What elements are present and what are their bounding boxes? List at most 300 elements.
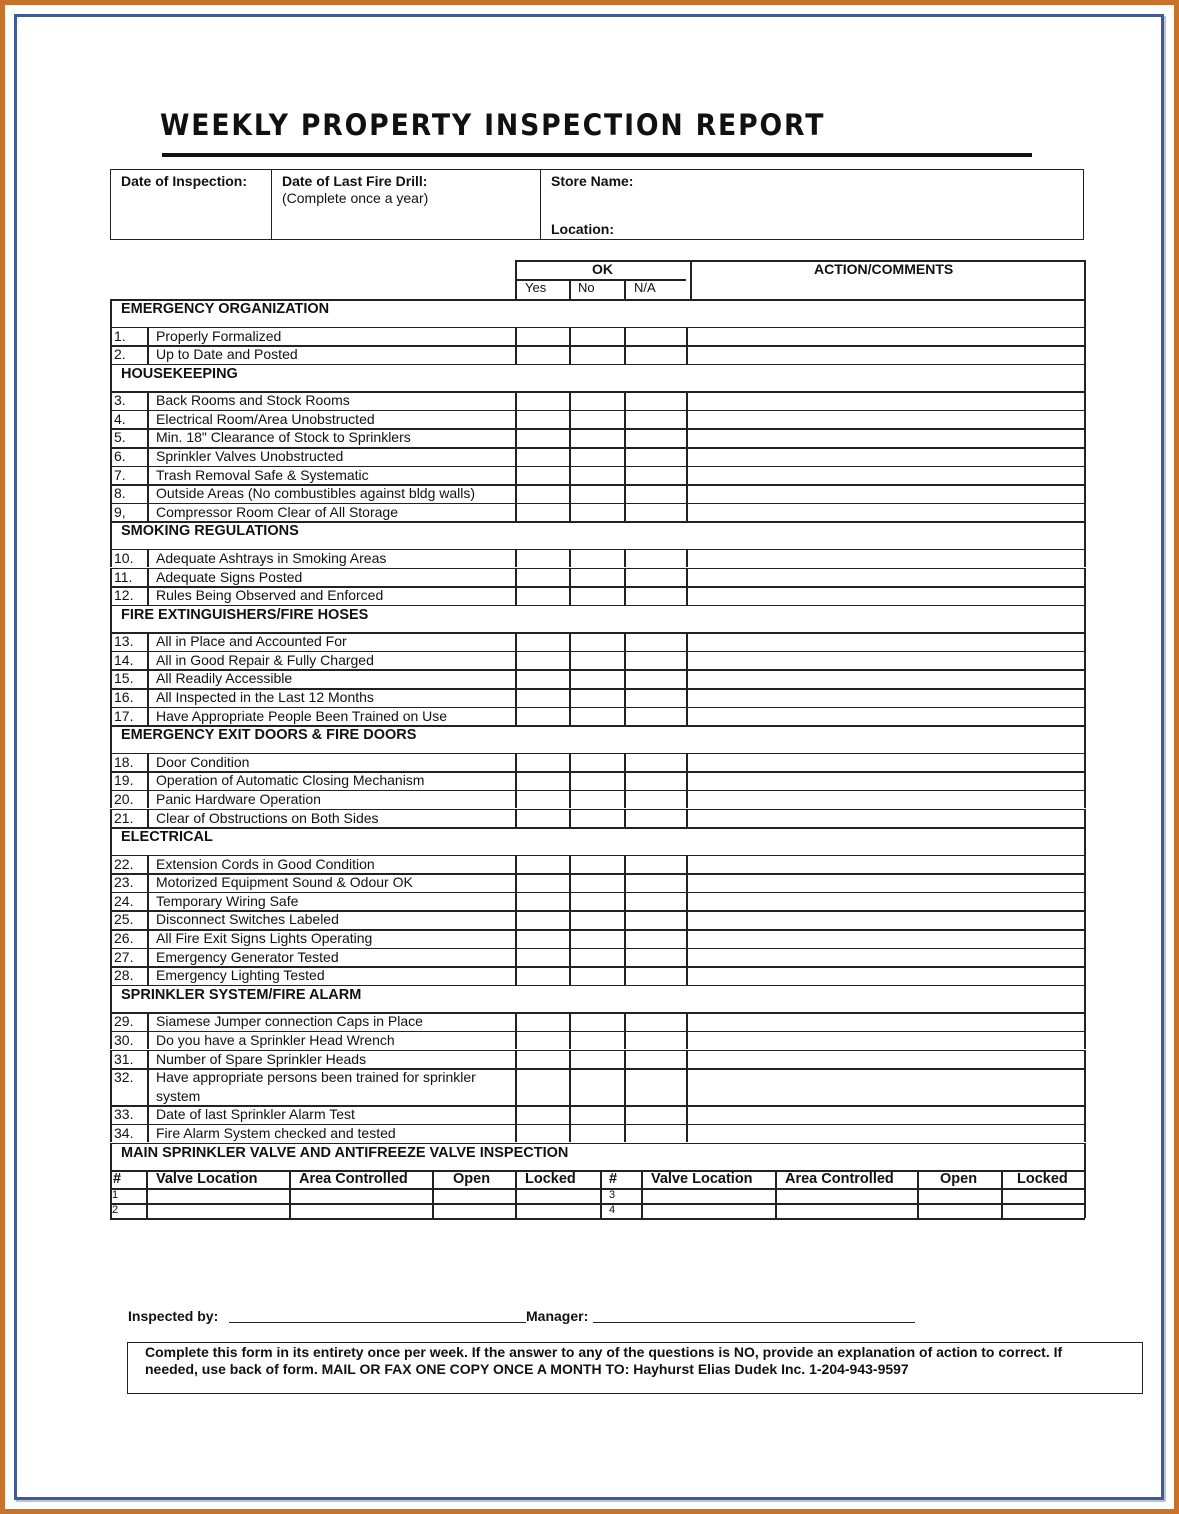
item-number: 26. — [114, 930, 134, 946]
na-checkbox-cell[interactable] — [626, 549, 685, 568]
no-checkbox-cell[interactable] — [571, 1031, 623, 1050]
action-comments-cell[interactable] — [688, 855, 1083, 874]
rule — [1084, 651, 1086, 670]
instructions-line-1: Complete this form in its entirety once per week. If the answer to any of the questions is NO, provide an explanation of action to correct. If — [145, 1344, 1063, 1360]
yes-checkbox-cell[interactable] — [517, 549, 568, 568]
rule — [110, 669, 112, 688]
action-comments-cell[interactable] — [688, 707, 1083, 726]
rule — [1084, 1203, 1086, 1218]
na-checkbox-cell[interactable] — [626, 688, 685, 707]
na-checkbox-cell[interactable] — [626, 345, 685, 364]
valve-table-header: Open — [453, 1171, 491, 1187]
action-comments-cell[interactable] — [688, 345, 1083, 364]
item-number: 18. — [114, 753, 134, 770]
yes-checkbox-cell[interactable] — [517, 929, 568, 948]
rule — [432, 1170, 434, 1188]
checklist-item: Clear of Obstructions on Both Sides — [156, 809, 379, 826]
checklist-item: Adequate Signs Posted — [156, 568, 303, 585]
checklist-item: Sprinkler Valves Unobstructed — [156, 448, 344, 464]
na-checkbox-cell[interactable] — [626, 809, 685, 828]
rule — [110, 521, 112, 549]
rule — [1001, 1170, 1003, 1188]
no-checkbox-cell[interactable] — [571, 549, 623, 568]
yes-checkbox-cell[interactable] — [517, 391, 568, 410]
valve-table-header: Area Controlled — [299, 1171, 408, 1187]
valve-entry-cell[interactable] — [1003, 1203, 1083, 1218]
action-comments-cell[interactable] — [688, 549, 1083, 568]
item-number: 3. — [114, 392, 126, 409]
valve-entry-cell[interactable] — [148, 1203, 288, 1218]
yes-checkbox-cell[interactable] — [517, 1105, 568, 1124]
report-title: WEEKLY PROPERTY INSPECTION REPORT — [160, 108, 826, 142]
item-number: 27. — [114, 948, 134, 965]
action-comments-cell[interactable] — [688, 669, 1083, 688]
no-checkbox-cell[interactable] — [571, 1105, 623, 1124]
no-checkbox-cell[interactable] — [571, 1124, 623, 1143]
na-checkbox-cell[interactable] — [626, 391, 685, 410]
action-comments-cell[interactable] — [688, 568, 1083, 587]
na-checkbox-cell[interactable] — [626, 632, 685, 651]
yes-checkbox-cell[interactable] — [517, 669, 568, 688]
valve-entry-cell[interactable] — [919, 1188, 1000, 1203]
yes-checkbox-cell[interactable] — [517, 1050, 568, 1069]
rule — [146, 1170, 148, 1188]
action-comments-cell[interactable] — [688, 771, 1083, 790]
checklist-item: Have appropriate persons been trained for sprinkler — [156, 1069, 476, 1086]
no-checkbox-cell[interactable] — [571, 1068, 623, 1105]
na-checkbox-cell[interactable] — [626, 568, 685, 587]
na-checkbox-cell[interactable] — [626, 1105, 685, 1124]
na-checkbox-cell[interactable] — [626, 707, 685, 726]
yes-checkbox-cell[interactable] — [517, 345, 568, 364]
yes-checkbox-cell[interactable] — [517, 1031, 568, 1050]
rule — [147, 771, 149, 790]
na-checkbox-cell[interactable] — [626, 910, 685, 929]
na-checkbox-cell[interactable] — [626, 790, 685, 809]
action-comments-cell[interactable] — [688, 688, 1083, 707]
rule — [569, 279, 571, 299]
no-checkbox-cell[interactable] — [571, 790, 623, 809]
section-heading: SMOKING REGULATIONS — [121, 523, 299, 540]
rule — [1084, 1050, 1086, 1069]
rule — [1084, 809, 1086, 828]
no-checkbox-cell[interactable] — [571, 753, 623, 772]
rule — [147, 466, 149, 485]
na-column-header: N/A — [634, 280, 656, 295]
no-checkbox-cell[interactable] — [571, 410, 623, 429]
yes-checkbox-cell[interactable] — [517, 651, 568, 670]
no-checkbox-cell[interactable] — [571, 855, 623, 874]
valve-row-number: 1 — [112, 1189, 119, 1201]
rule — [1084, 586, 1086, 605]
rule — [1084, 948, 1086, 967]
rule — [1084, 753, 1086, 772]
valve-entry-cell[interactable] — [643, 1203, 774, 1218]
yes-checkbox-cell[interactable] — [517, 484, 568, 503]
rule — [1084, 428, 1086, 447]
valve-table-header: # — [609, 1171, 618, 1187]
action-comments-cell[interactable] — [688, 1124, 1083, 1143]
rule — [1084, 669, 1086, 688]
location-label: Location: — [551, 221, 614, 237]
valve-entry-cell[interactable] — [434, 1203, 514, 1218]
rule — [147, 855, 149, 874]
section-heading: FIRE EXTINGUISHERS/FIRE HOSES — [121, 606, 369, 623]
na-checkbox-cell[interactable] — [626, 327, 685, 346]
manager-label: Manager: — [526, 1308, 589, 1324]
no-checkbox-cell[interactable] — [571, 809, 623, 828]
no-checkbox-cell[interactable] — [571, 327, 623, 346]
rule — [1084, 410, 1086, 429]
item-number: 6. — [114, 448, 126, 464]
valve-entry-cell[interactable] — [291, 1203, 431, 1218]
rule — [110, 568, 112, 587]
rule — [147, 669, 149, 688]
rule — [600, 1188, 602, 1203]
yes-checkbox-cell[interactable] — [517, 503, 568, 522]
no-checkbox-cell[interactable] — [571, 688, 623, 707]
no-checkbox-cell[interactable] — [571, 484, 623, 503]
yes-checkbox-cell[interactable] — [517, 966, 568, 985]
inspected-by-signature-line[interactable] — [229, 1322, 526, 1323]
rule — [1084, 929, 1086, 948]
rule — [110, 929, 112, 948]
yes-checkbox-cell[interactable] — [517, 447, 568, 466]
rule — [110, 966, 112, 985]
rule — [1084, 466, 1086, 485]
valve-table-header: Locked — [525, 1171, 576, 1187]
action-comments-cell[interactable] — [688, 651, 1083, 670]
yes-checkbox-cell[interactable] — [517, 586, 568, 605]
na-checkbox-cell[interactable] — [626, 892, 685, 911]
na-checkbox-cell[interactable] — [626, 948, 685, 967]
rule — [110, 503, 112, 522]
valve-entry-cell[interactable] — [517, 1203, 599, 1218]
na-checkbox-cell[interactable] — [626, 503, 685, 522]
item-number: 14. — [114, 651, 134, 668]
item-number: 4. — [114, 410, 126, 427]
rule — [110, 586, 112, 605]
no-checkbox-cell[interactable] — [571, 1050, 623, 1069]
na-checkbox-cell[interactable] — [626, 873, 685, 892]
action-comments-cell[interactable] — [688, 1012, 1083, 1031]
item-number: 30. — [114, 1031, 134, 1048]
rule — [1084, 345, 1086, 364]
section-heading: SPRINKLER SYSTEM/FIRE ALARM — [121, 986, 362, 1003]
yes-checkbox-cell[interactable] — [517, 466, 568, 485]
action-comments-cell[interactable] — [688, 1068, 1083, 1105]
na-checkbox-cell[interactable] — [626, 410, 685, 429]
na-checkbox-cell[interactable] — [626, 586, 685, 605]
action-comments-cell[interactable] — [688, 929, 1083, 948]
item-number: 34. — [114, 1124, 134, 1141]
no-checkbox-cell[interactable] — [571, 873, 623, 892]
no-checkbox-cell[interactable] — [571, 1012, 623, 1031]
rule — [147, 632, 149, 651]
yes-checkbox-cell[interactable] — [517, 753, 568, 772]
valve-entry-cell[interactable] — [643, 1188, 774, 1203]
rule — [110, 605, 112, 633]
rule — [110, 1105, 112, 1124]
rule — [110, 790, 112, 809]
yes-checkbox-cell[interactable] — [517, 707, 568, 726]
rule — [1084, 447, 1086, 466]
no-checkbox-cell[interactable] — [571, 892, 623, 911]
item-number: 13. — [114, 633, 134, 650]
no-checkbox-cell[interactable] — [571, 391, 623, 410]
rule — [1084, 503, 1086, 522]
rule — [147, 873, 149, 892]
no-checkbox-cell[interactable] — [571, 447, 623, 466]
yes-checkbox-cell[interactable] — [517, 771, 568, 790]
checklist-item: All in Place and Accounted For — [156, 633, 347, 650]
action-comments-cell[interactable] — [688, 428, 1083, 447]
item-number: 17. — [114, 707, 134, 724]
item-number: 21. — [114, 809, 134, 826]
item-number: 16. — [114, 689, 134, 705]
rule — [147, 753, 149, 772]
no-checkbox-cell[interactable] — [571, 771, 623, 790]
rule — [110, 632, 112, 651]
rule — [147, 503, 149, 522]
yes-checkbox-cell[interactable] — [517, 910, 568, 929]
yes-checkbox-cell[interactable] — [517, 632, 568, 651]
yes-checkbox-cell[interactable] — [517, 568, 568, 587]
rule — [147, 428, 149, 447]
rule — [110, 1143, 112, 1171]
no-checkbox-cell[interactable] — [571, 910, 623, 929]
action-comments-cell[interactable] — [688, 910, 1083, 929]
action-comments-cell[interactable] — [688, 790, 1083, 809]
valve-entry-cell[interactable] — [148, 1188, 288, 1203]
na-checkbox-cell[interactable] — [626, 966, 685, 985]
rule — [1084, 568, 1086, 587]
rule — [147, 484, 149, 503]
no-checkbox-cell[interactable] — [571, 632, 623, 651]
manager-signature-line[interactable] — [593, 1322, 915, 1323]
valve-row-number: 4 — [609, 1204, 616, 1216]
rule — [289, 1170, 291, 1188]
yes-checkbox-cell[interactable] — [517, 855, 568, 874]
item-number: 32. — [114, 1069, 134, 1086]
action-comments-cell[interactable] — [688, 966, 1083, 985]
action-comments-cell[interactable] — [688, 484, 1083, 503]
action-comments-cell[interactable] — [688, 753, 1083, 772]
action-comments-cell[interactable] — [688, 1050, 1083, 1069]
no-checkbox-cell[interactable] — [571, 966, 623, 985]
no-checkbox-cell[interactable] — [571, 948, 623, 967]
na-checkbox-cell[interactable] — [626, 651, 685, 670]
rule — [515, 260, 517, 299]
valve-table-header: Valve Location — [156, 1171, 258, 1187]
rule — [641, 1170, 643, 1188]
action-comments-cell[interactable] — [688, 1105, 1083, 1124]
na-checkbox-cell[interactable] — [626, 771, 685, 790]
section-heading: HOUSEKEEPING — [121, 365, 238, 382]
rule — [147, 1105, 149, 1124]
checklist-item: All Fire Exit Signs Lights Operating — [156, 930, 373, 946]
date-last-fire-drill-label: Date of Last Fire Drill: — [282, 173, 428, 189]
na-checkbox-cell[interactable] — [626, 1050, 685, 1069]
checklist-item: All Inspected in the Last 12 Months — [156, 689, 374, 705]
rule — [147, 1050, 149, 1069]
yes-column-header: Yes — [525, 280, 547, 295]
inspected-by-label: Inspected by: — [128, 1308, 219, 1324]
rule — [110, 855, 112, 874]
na-checkbox-cell[interactable] — [626, 753, 685, 772]
action-comments-cell[interactable] — [688, 1031, 1083, 1050]
yes-checkbox-cell[interactable] — [517, 892, 568, 911]
yes-checkbox-cell[interactable] — [517, 688, 568, 707]
rule — [110, 910, 112, 929]
na-checkbox-cell[interactable] — [626, 1124, 685, 1143]
rule — [147, 651, 149, 670]
valve-entry-cell[interactable] — [434, 1188, 514, 1203]
yes-checkbox-cell[interactable] — [517, 790, 568, 809]
rule — [1084, 1124, 1086, 1143]
checklist-item: Number of Spare Sprinkler Heads — [156, 1050, 367, 1067]
no-checkbox-cell[interactable] — [571, 669, 623, 688]
rule — [1084, 1031, 1086, 1050]
no-checkbox-cell[interactable] — [571, 929, 623, 948]
rule — [1084, 688, 1086, 707]
action-comments-cell[interactable] — [688, 410, 1083, 429]
action-comments-cell[interactable] — [688, 586, 1083, 605]
action-comments-cell[interactable] — [688, 503, 1083, 522]
no-checkbox-cell[interactable] — [571, 568, 623, 587]
item-number: 8. — [114, 485, 126, 502]
rule — [147, 707, 149, 726]
valve-entry-cell[interactable] — [517, 1188, 599, 1203]
action-comments-cell[interactable] — [688, 948, 1083, 967]
no-checkbox-cell[interactable] — [571, 503, 623, 522]
checklist-item: Compressor Room Clear of All Storage — [156, 503, 398, 520]
item-number: 20. — [114, 790, 134, 807]
na-checkbox-cell[interactable] — [626, 466, 685, 485]
yes-checkbox-cell[interactable] — [517, 428, 568, 447]
section-heading: EMERGENCY ORGANIZATION — [121, 301, 330, 317]
rule — [110, 447, 112, 466]
na-checkbox-cell[interactable] — [626, 1012, 685, 1031]
no-checkbox-cell[interactable] — [571, 586, 623, 605]
rule — [110, 1012, 112, 1031]
rule — [1084, 1188, 1086, 1203]
no-checkbox-cell[interactable] — [571, 428, 623, 447]
na-checkbox-cell[interactable] — [626, 447, 685, 466]
no-checkbox-cell[interactable] — [571, 651, 623, 670]
yes-checkbox-cell[interactable] — [517, 410, 568, 429]
rule — [147, 1124, 149, 1143]
instructions-box — [127, 1342, 1143, 1394]
rule — [1084, 1143, 1086, 1171]
valve-entry-cell[interactable] — [777, 1188, 916, 1203]
checklist-item: Adequate Ashtrays in Smoking Areas — [156, 549, 387, 566]
rule — [147, 1012, 149, 1031]
action-comments-cell[interactable] — [688, 327, 1083, 346]
na-checkbox-cell[interactable] — [626, 929, 685, 948]
rule — [600, 1203, 602, 1218]
rule — [147, 688, 149, 707]
ok-column-header: OK — [592, 261, 613, 277]
rule — [1084, 391, 1086, 410]
no-checkbox-cell[interactable] — [571, 345, 623, 364]
yes-checkbox-cell[interactable] — [517, 1012, 568, 1031]
rule — [917, 1170, 919, 1188]
rule — [147, 327, 149, 346]
rule — [110, 1170, 112, 1188]
action-comments-cell[interactable] — [688, 391, 1083, 410]
valve-entry-cell[interactable] — [1003, 1188, 1083, 1203]
instructions-line-2: needed, use back of form. MAIL OR FAX ONE COPY ONCE A MONTH TO: Hayhurst Elias Dudek Inc. 1-204-943-9597 — [145, 1361, 909, 1377]
na-checkbox-cell[interactable] — [626, 484, 685, 503]
item-number: 7. — [114, 466, 126, 483]
valve-row-number: 3 — [609, 1189, 616, 1201]
action-comments-cell[interactable] — [688, 466, 1083, 485]
action-comments-header: ACTION/COMMENTS — [814, 261, 954, 277]
yes-checkbox-cell[interactable] — [517, 873, 568, 892]
yes-checkbox-cell[interactable] — [517, 327, 568, 346]
valve-entry-cell[interactable] — [919, 1203, 1000, 1218]
item-number: 2. — [114, 346, 126, 363]
checklist-item: Date of last Sprinkler Alarm Test — [156, 1106, 355, 1123]
action-comments-cell[interactable] — [688, 873, 1083, 892]
rule — [110, 327, 112, 346]
rule — [110, 391, 112, 410]
yes-checkbox-cell[interactable] — [517, 809, 568, 828]
rule — [775, 1170, 777, 1188]
rule — [1084, 1105, 1086, 1124]
no-checkbox-cell[interactable] — [571, 707, 623, 726]
na-checkbox-cell[interactable] — [626, 428, 685, 447]
rule — [1084, 985, 1086, 1013]
rule — [147, 1031, 149, 1050]
action-comments-cell[interactable] — [688, 809, 1083, 828]
na-checkbox-cell[interactable] — [626, 1031, 685, 1050]
rule — [147, 447, 149, 466]
yes-checkbox-cell[interactable] — [517, 1124, 568, 1143]
checklist-item: Operation of Automatic Closing Mechanism — [156, 772, 425, 789]
rule — [110, 753, 112, 772]
na-checkbox-cell[interactable] — [626, 1068, 685, 1105]
action-comments-cell[interactable] — [688, 447, 1083, 466]
action-comments-cell[interactable] — [688, 892, 1083, 911]
rule — [147, 910, 149, 929]
valve-entry-cell[interactable] — [291, 1188, 431, 1203]
valve-entry-cell[interactable] — [777, 1203, 916, 1218]
na-checkbox-cell[interactable] — [626, 855, 685, 874]
checklist-item: Emergency Generator Tested — [156, 948, 339, 965]
no-checkbox-cell[interactable] — [571, 466, 623, 485]
item-number: 23. — [114, 874, 134, 891]
rule — [624, 279, 626, 299]
checklist-item: Motorized Equipment Sound & Odour OK — [156, 874, 413, 891]
rule — [110, 651, 112, 670]
item-number: 15. — [114, 670, 134, 687]
yes-checkbox-cell[interactable] — [517, 1068, 568, 1105]
rule — [110, 827, 112, 855]
rule — [1084, 1068, 1086, 1105]
checklist-item: Trash Removal Safe & Systematic — [156, 466, 369, 483]
rule — [1084, 892, 1086, 911]
valve-table-header: Open — [940, 1171, 978, 1187]
na-checkbox-cell[interactable] — [626, 669, 685, 688]
rule — [147, 391, 149, 410]
rule — [1084, 966, 1086, 985]
rule — [147, 892, 149, 911]
rule — [110, 707, 112, 726]
action-comments-cell[interactable] — [688, 632, 1083, 651]
yes-checkbox-cell[interactable] — [517, 948, 568, 967]
